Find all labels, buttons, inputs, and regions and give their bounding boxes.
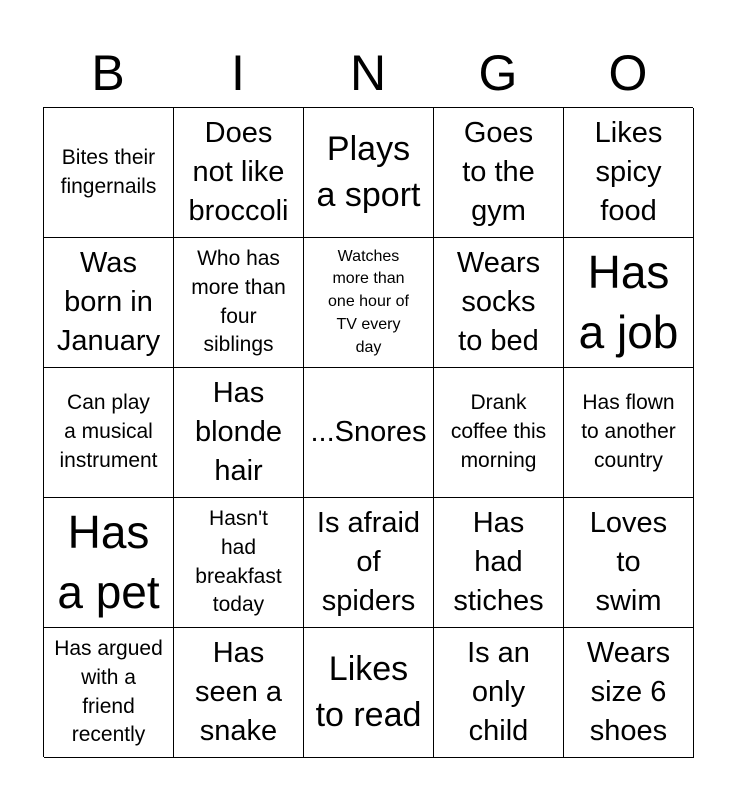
bingo-cell[interactable] [44, 368, 174, 498]
bingo-cell-text: Is afraid of spiders [316, 507, 421, 617]
bingo-cell-text: Wears socks to bed [456, 247, 541, 357]
bingo-cell-text: Does not like broccoli [188, 117, 289, 227]
bingo-cell[interactable] [564, 498, 694, 628]
bingo-cell-text: Has seen a snake [194, 637, 283, 747]
bingo-cell-text: Has a job [578, 245, 679, 358]
bingo-cell[interactable] [564, 108, 694, 238]
bingo-card [43, 107, 693, 757]
header-letter-g: G [478, 45, 518, 101]
bingo-cell-text: Wears size 6 shoes [586, 637, 671, 747]
bingo-cell[interactable] [304, 238, 434, 368]
bingo-cell-text: Is an only child [467, 637, 530, 747]
bingo-cell[interactable] [434, 498, 564, 628]
bingo-cell-text: Drank coffee this morning [450, 391, 547, 472]
bingo-cell[interactable] [304, 498, 434, 628]
bingo-header [43, 40, 693, 106]
bingo-cell[interactable] [564, 628, 694, 758]
bingo-cell[interactable] [434, 238, 564, 368]
bingo-cell-text: Hasn't had breakfast today [195, 506, 282, 617]
header-letter-n: N [349, 45, 387, 101]
bingo-cell[interactable] [44, 238, 174, 368]
bingo-cell-text: Loves to swim [589, 507, 668, 617]
bingo-cell-text: Goes to the gym [462, 117, 535, 227]
bingo-cell[interactable] [434, 628, 564, 758]
bingo-cell-text: Can play a musical instrument [59, 391, 158, 472]
bingo-cell[interactable] [174, 498, 304, 628]
bingo-cell-text: ...Snores [310, 416, 427, 449]
bingo-cell-text: Has flown to another country [581, 391, 676, 472]
bingo-cell-text: Likes to read [315, 649, 422, 734]
header-letter-o: O [608, 45, 648, 101]
bingo-cell[interactable] [174, 108, 304, 238]
bingo-cell[interactable] [174, 368, 304, 498]
bingo-cell-text: Has had stiches [453, 507, 544, 617]
header-letter-b: B [91, 45, 125, 101]
bingo-cell-text: Plays a sport [316, 129, 421, 214]
bingo-cell-text: Bites their fingernails [60, 145, 157, 198]
bingo-cell-text: Likes spicy food [594, 117, 663, 227]
bingo-cell[interactable] [304, 628, 434, 758]
bingo-cell[interactable] [44, 498, 174, 628]
bingo-cell-text: Has argued with a friend recently [54, 636, 163, 747]
bingo-cell-text: Was born in January [56, 247, 161, 357]
bingo-cell[interactable] [44, 628, 174, 758]
bingo-cell[interactable] [174, 628, 304, 758]
bingo-cell-text: Watches more than one hour of TV every day [328, 247, 409, 356]
header-letter-i: I [231, 45, 245, 101]
bingo-cell[interactable] [434, 368, 564, 498]
bingo-cell[interactable] [564, 368, 694, 498]
bingo-cell[interactable] [434, 108, 564, 238]
bingo-cell[interactable] [304, 368, 434, 498]
bingo-cell[interactable] [174, 238, 304, 368]
bingo-cell[interactable] [44, 108, 174, 238]
bingo-cell-text: Has a pet [57, 505, 160, 618]
bingo-cell[interactable] [564, 238, 694, 368]
bingo-cell-text: Who has more than four siblings [191, 246, 286, 357]
bingo-cell[interactable] [304, 108, 434, 238]
bingo-cell-text: Has blonde hair [194, 377, 283, 487]
